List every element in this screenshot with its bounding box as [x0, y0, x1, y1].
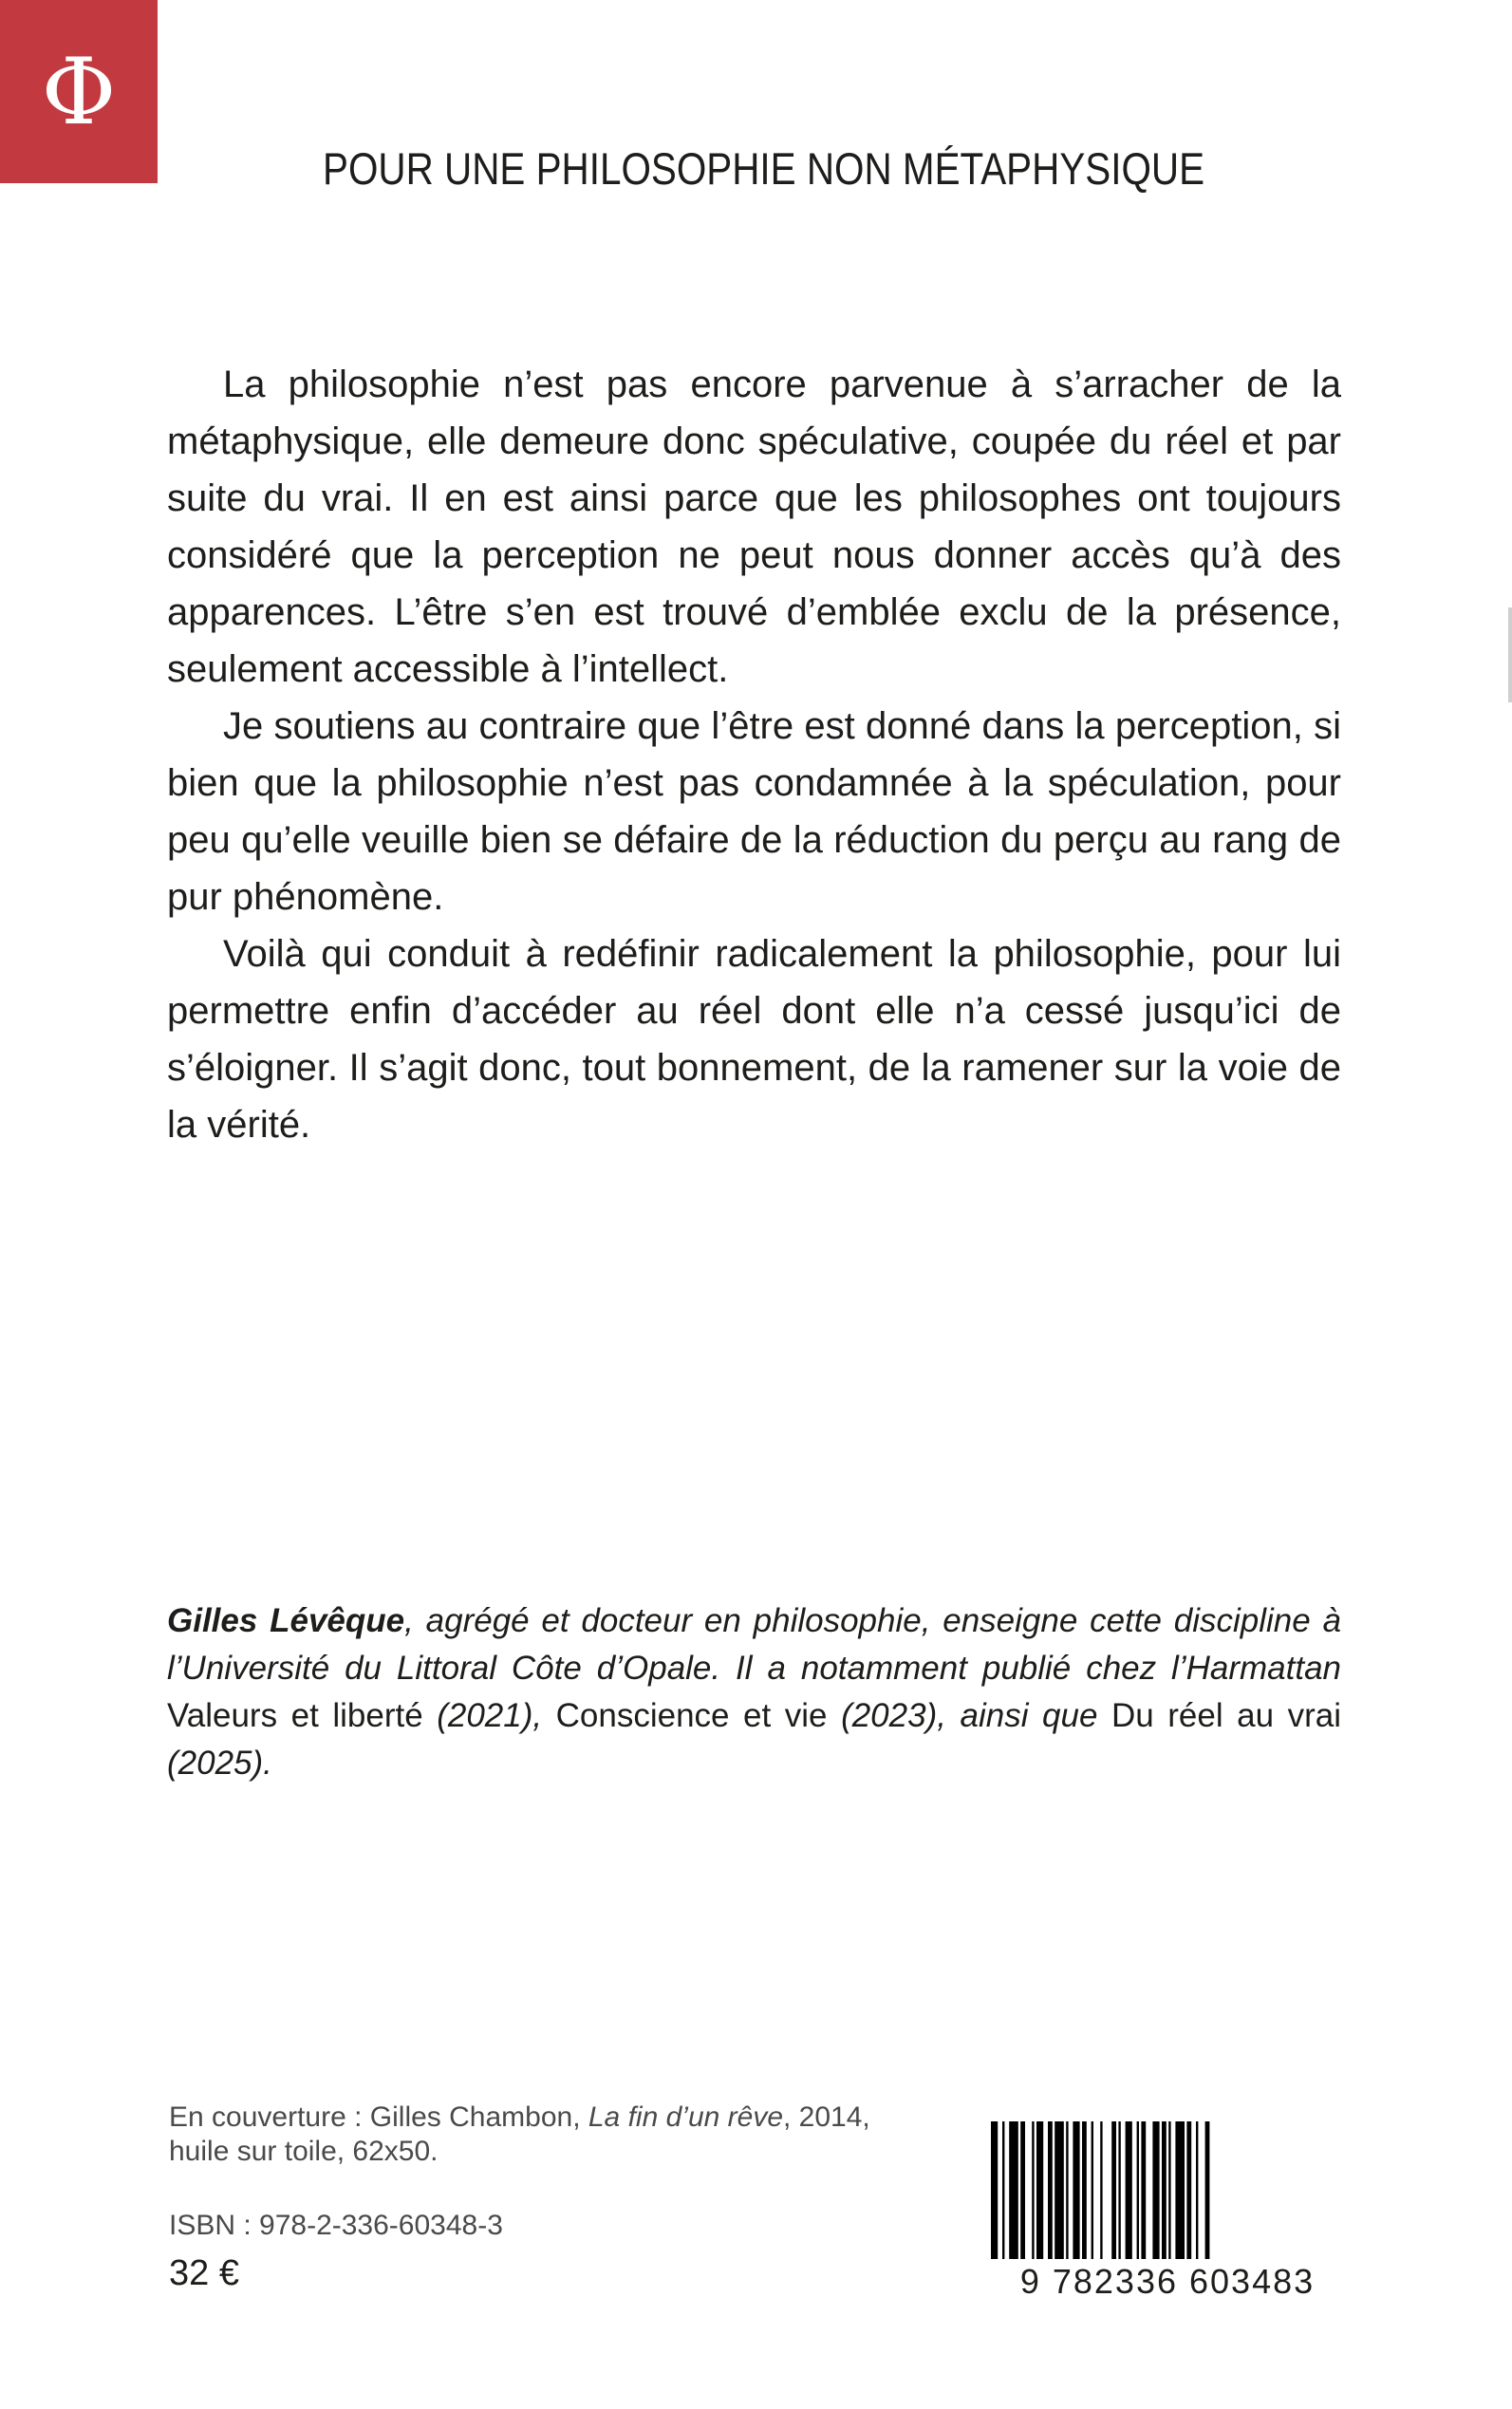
book-title-2: Conscience et vie — [555, 1697, 828, 1734]
credit-suffix: , 2014, huile sur toile, 62x50. — [169, 2101, 870, 2167]
blurb-paragraph-3: Voilà qui conduit à redéfinir radicalement la philosophie, pour lui permettre enfin d’accéder au réel dont elle n’a cessé jusqu’ici de s’éloigner. Il s’agit donc, tout bonnement, de la ramener sur la voie de la vérité. — [167, 933, 1341, 1146]
bio-year-2: (2023), ainsi que — [827, 1697, 1111, 1734]
blurb-paragraph-2: Je soutiens au contraire que l’être est donné dans la perception, si bien que la philosophie n’est pas condamnée à la spéculation, pour peu qu’elle veuille bien se défaire de la réduction du perçu au rang de pur phénomène. — [167, 705, 1341, 918]
price: 32 € — [169, 2253, 239, 2293]
book-title: POUR UNE PHILOSOPHIE NON MÉTAPHYSIQUE — [323, 143, 1205, 194]
author-name: Gilles Lévêque — [167, 1602, 405, 1639]
blurb-paragraph-1: La philosophie n’est pas encore parvenue à s’arracher de la métaphysique, elle demeure donc spéculative, coupée du réel et par suite du vrai. Il en est ainsi parce que les philosophes ont toujours considéré que la perception ne peut nous donner accès qu’à des apparences. L’être s’en est trouvé d’emblée exclu de la présence, seulement accessible à l’intellect. — [167, 364, 1341, 690]
cover-credit — [169, 2101, 890, 2169]
book-title-3: Du réel au vrai — [1111, 1697, 1341, 1734]
credit-work: La fin d’un rêve — [588, 2101, 784, 2133]
credit-prefix: En couverture : Gilles Chambon, — [169, 2101, 588, 2133]
phi-logo-icon: Φ — [41, 38, 117, 145]
edge-mark — [1508, 607, 1512, 702]
barcode-digits: 9 782336 603483 — [987, 2259, 1348, 2305]
blurb — [167, 356, 1341, 1153]
book-title-1: Valeurs et liberté — [167, 1697, 423, 1734]
isbn: ISBN : 978-2-336-60348-3 — [169, 2210, 503, 2241]
author-bio — [167, 1597, 1341, 1787]
publisher-logo — [0, 0, 158, 183]
bio-year-1: (2021), — [422, 1697, 556, 1734]
bio-text-1: , agrégé et docteur en philosophie, enseigne cette discipline à l’Université du Littoral Côte d’Opale. Il a notamment publié chez l’Harmattan — [167, 1602, 1341, 1687]
bio-year-3: (2025). — [167, 1745, 272, 1782]
